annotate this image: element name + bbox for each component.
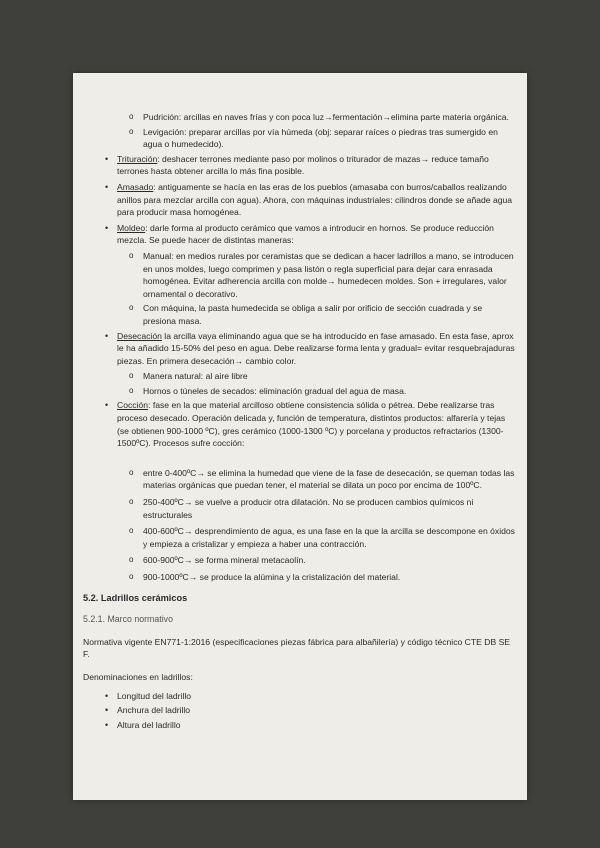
bullet-marker: • <box>105 153 109 164</box>
list-item <box>83 704 517 717</box>
list-item-text: Pudrición: arcillas en naves frías y con poca luz→fermentación→elimina parte materia orgánica. <box>143 112 509 122</box>
bullet-marker: • <box>105 690 109 701</box>
list-item <box>83 250 517 300</box>
list-item-text: Manera natural: al aire libre <box>143 371 248 382</box>
denominaciones-title: Denominaciones en ladrillos: <box>83 671 193 682</box>
definition: : antiguamente se hacía en las eras de los pueblos (amasaba con burros/caballos realizando anillos para mezclar arcilla con agua). Ahora, con máquinas industriales: cilindros donde se añade agua para producir masa homogénea. <box>117 181 513 218</box>
term: Cocción <box>117 400 149 411</box>
term: Desecación <box>117 330 162 341</box>
bullet-coccion <box>83 399 517 449</box>
denominaciones-list <box>83 690 517 732</box>
term: Amasado <box>117 181 154 192</box>
list-item-text: Con máquina, la pasta humedecida se obliga a salir por orificio de sección cuadrada y se presiona masa. <box>143 303 483 326</box>
circle-marker: o <box>129 526 134 536</box>
term: Trituración <box>117 153 158 164</box>
list-item-text: Hornos o túneles de secados: eliminación gradual del agua de masa. <box>143 385 407 396</box>
list-item <box>83 554 517 567</box>
list-item <box>83 302 517 327</box>
definition: : darle forma al producto cerámico que vamos a introducir en hornos. Se produce reducción mezcla. Se puede hacer de distintas maneras: <box>117 222 494 246</box>
circle-marker: o <box>129 497 134 507</box>
list-item <box>83 385 517 398</box>
list-item-text: Anchura del ladrillo <box>117 705 191 716</box>
definition: : fase en la que material arcilloso obtiene consistencia sólida o pétrea. Debe realizarse tras proceso desecado. Operación delicada y, función de temperatura, distintos productos: alfarería y tejas (se obtienen 900-1000 ºC), gres cerámico (1000-1300 ºC) y porcelana y productos refractarios (1300-1500ºC). Procesos sufre cocción: <box>117 400 506 449</box>
top-sublist <box>83 111 517 151</box>
list-item <box>83 719 517 732</box>
circle-marker: o <box>129 371 134 381</box>
page-content <box>83 111 517 733</box>
bullet-marker: • <box>105 719 109 730</box>
list-item <box>83 467 517 492</box>
list-item <box>83 496 517 521</box>
bullet-marker: • <box>105 330 109 341</box>
document-page <box>73 73 527 800</box>
list-item <box>83 690 517 703</box>
bullet-amasado <box>83 181 517 219</box>
circle-marker: o <box>129 126 134 136</box>
circle-marker: o <box>129 572 134 581</box>
bullet-moldeo <box>83 222 517 247</box>
list-item <box>83 525 517 550</box>
list-item-text: 600-900ºC→ se forma mineral metacaolín. <box>143 555 306 566</box>
term: Moldeo <box>117 222 146 233</box>
bullet-trituracion <box>83 153 517 178</box>
list-item-text: 400-600ºC→ desprendimiento de agua, es una fase en la que la arcilla se descompone en óxidos y empieza a cristalizar y empieza a haber una contracción. <box>143 526 515 549</box>
circle-marker: o <box>129 385 134 395</box>
coccion-sublist <box>83 467 517 584</box>
list-item-text: entre 0-400ºC→ se elimina la humedad que viene de la fase de desecación, se queman todas las materias orgánicas que puedan tener, el material se dilata un poco por encima de 100ºC. <box>143 467 515 491</box>
section-title: 5.2. Ladrillos cerámicos <box>83 592 188 603</box>
list-item-text: 250-400ºC→ se vuelve a producir otra dilatación. No se producen cambios químicos ni estructurales <box>143 497 474 520</box>
bullet-marker: • <box>105 181 109 192</box>
circle-marker: o <box>129 250 134 260</box>
list-item-text: Longitud del ladrillo <box>117 690 192 701</box>
list-item-text: Manual: en medios rurales por ceramistas que se dedican a hacer ladrillos a mano, se introducen en unos moldes, luego comprimen y pasa listón o regla superficial para dejar cara enrasada homogénea. Evitar adherencia arcilla con molde→ humedecen moldes. Son + irregulares, valor ornamental o decorativo. <box>143 250 514 299</box>
list-item <box>83 571 517 584</box>
circle-marker: o <box>129 112 134 121</box>
list-item-text: Altura del ladrillo <box>117 719 181 730</box>
circle-marker: o <box>129 303 134 313</box>
list-item <box>83 126 517 151</box>
list-item-text: 900-1000ºC→ se produce la alúmina y la cristalización del material. <box>143 572 401 582</box>
bullet-marker: • <box>105 222 109 233</box>
list-item <box>83 370 517 383</box>
process-list <box>83 153 517 450</box>
bullet-marker: • <box>105 400 109 411</box>
bullet-desecacion <box>83 330 517 368</box>
list-item <box>83 111 517 124</box>
bullet-marker: • <box>105 705 109 716</box>
definition: : deshacer terrones mediante paso por molinos o triturador de mazas→ reduce tamaño terrones hasta obtener arcilla lo más fina posible. <box>117 153 489 177</box>
circle-marker: o <box>129 467 134 477</box>
spacer <box>83 453 517 467</box>
definition: la arcilla vaya eliminando agua que se ha introducido en fase amasado. En esta fase, aprox le ha añadido 15-50% del peso en agua. Debe realizarse forma lenta y gradual= evitar resquebrajaduras piezas. En primera desecación→ cambio color. <box>117 330 515 366</box>
list-item-text: Levigación: preparar arcillas por vía húmeda (obj: separar raíces o piedras tras sumergido en agua o humedecido). <box>143 126 498 150</box>
subsection-title: 5.2.1. Marco normativo <box>83 614 173 625</box>
normativa-paragraph: Normativa vigente EN771-1:2016 (especificaciones piezas fábrica para albañilería) y código técnico CTE DB SE F. <box>83 636 511 660</box>
circle-marker: o <box>129 555 134 565</box>
